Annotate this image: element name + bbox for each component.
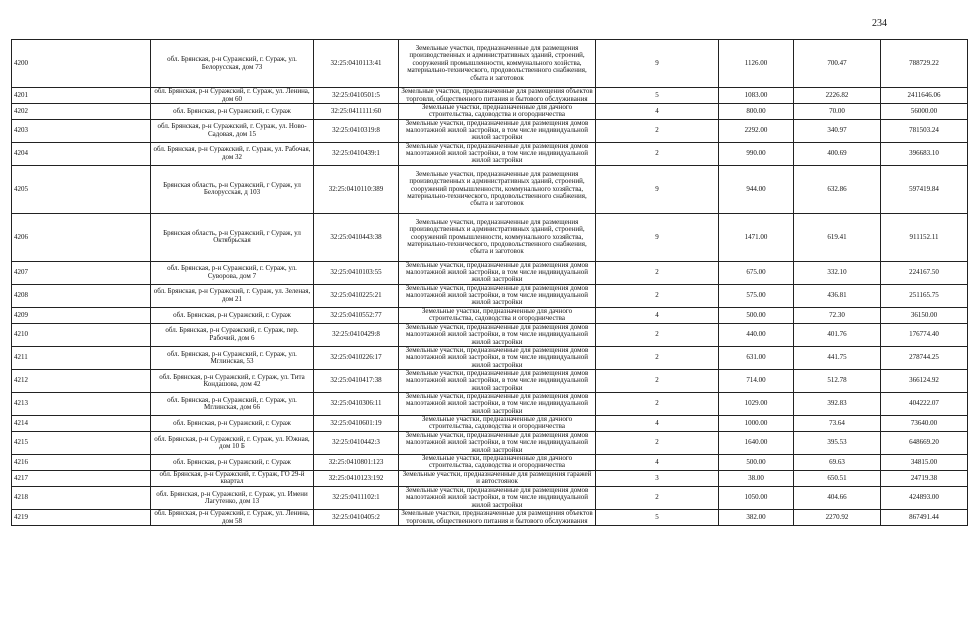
permitted-use-cell: Земельные участки, предназначенные для размещения гаражей и автостоянок [399, 470, 596, 486]
table-row [12, 470, 968, 486]
address-cell: обл. Брянская, р-н Суражский, г. Сураж [151, 307, 314, 323]
row-number-cell: 4209 [12, 307, 151, 323]
permitted-use-cell: Земельные участки, предназначенные для размещения домов малоэтажной жилой застройки, в том числе индивидуальной жилой застройки [399, 431, 596, 454]
cadastral-value-cell: 176774.40 [881, 323, 968, 346]
use-group-cell: 2 [596, 284, 719, 307]
area-cell: 382.00 [719, 510, 794, 526]
use-group-cell: 2 [596, 369, 719, 392]
table-row [12, 454, 968, 470]
cadastral-number-cell: 32:25:0410429:8 [314, 323, 399, 346]
use-group-cell: 4 [596, 454, 719, 470]
cadastral-value-cell: 56000.00 [881, 104, 968, 120]
table-row [12, 392, 968, 415]
area-cell: 500.00 [719, 454, 794, 470]
cadastral-value-cell: 648669.20 [881, 431, 968, 454]
address-cell: обл. Брянская, р-н Суражский, г. Сураж, ул. Суворова, дом 7 [151, 261, 314, 284]
cadastral-number-cell: 32:25:0410123:192 [314, 470, 399, 486]
permitted-use-cell: Земельные участки, предназначенные для размещения домов малоэтажной жилой застройки, в том числе индивидуальной жилой застройки [399, 142, 596, 165]
cadastral-value-cell: 911152.11 [881, 213, 968, 261]
cadastral-value-cell: 424893.00 [881, 486, 968, 509]
cadastral-value-cell: 781503.24 [881, 119, 968, 142]
area-cell: 1029.00 [719, 392, 794, 415]
unit-value-cell: 632.86 [794, 165, 881, 213]
area-cell: 38.00 [719, 470, 794, 486]
permitted-use-cell: Земельные участки, предназначенные для дачного строительства, садоводства и огородничества [399, 307, 596, 323]
row-number-cell: 4211 [12, 346, 151, 369]
area-cell: 631.00 [719, 346, 794, 369]
unit-value-cell: 400.69 [794, 142, 881, 165]
table-row [12, 510, 968, 526]
area-cell: 2292.00 [719, 119, 794, 142]
permitted-use-cell: Земельные участки, предназначенные для дачного строительства, садоводства и огородничества [399, 104, 596, 120]
cadastral-value-cell: 788729.22 [881, 40, 968, 88]
row-number-cell: 4217 [12, 470, 151, 486]
address-cell: обл. Брянская, р-н Суражский, г. Сураж [151, 104, 314, 120]
unit-value-cell: 332.10 [794, 261, 881, 284]
cadastral-number-cell: 32:25:0410225:21 [314, 284, 399, 307]
area-cell: 1640.00 [719, 431, 794, 454]
row-number-cell: 4219 [12, 510, 151, 526]
table-row [12, 323, 968, 346]
use-group-cell: 2 [596, 431, 719, 454]
cadastral-number-cell: 32:25:0410405:2 [314, 510, 399, 526]
page-number: 234 [872, 18, 887, 29]
use-group-cell: 9 [596, 40, 719, 88]
row-number-cell: 4205 [12, 165, 151, 213]
use-group-cell: 4 [596, 104, 719, 120]
area-cell: 714.00 [719, 369, 794, 392]
table-row [12, 104, 968, 120]
unit-value-cell: 395.53 [794, 431, 881, 454]
cadastral-number-cell: 32:25:0410319:8 [314, 119, 399, 142]
address-cell: обл. Брянская, р-н Суражский, г. Сураж, пер. Рабочий, дом 6 [151, 323, 314, 346]
address-cell: обл. Брянская, р-н Суражский, г. Сураж [151, 415, 314, 431]
cadastral-value-cell: 24719.38 [881, 470, 968, 486]
permitted-use-cell: Земельные участки, предназначенные для размещения объектов торговли, общественного питания и бытового обслуживания [399, 510, 596, 526]
row-number-cell: 4204 [12, 142, 151, 165]
table-row [12, 415, 968, 431]
area-cell: 1000.00 [719, 415, 794, 431]
cadastral-number-cell: 32:25:0410442:3 [314, 431, 399, 454]
permitted-use-cell: Земельные участки, предназначенные для размещения домов малоэтажной жилой застройки, в том числе индивидуальной жилой застройки [399, 392, 596, 415]
table-row [12, 261, 968, 284]
use-group-cell: 2 [596, 261, 719, 284]
area-cell: 500.00 [719, 307, 794, 323]
permitted-use-cell: Земельные участки, предназначенные для размещения домов малоэтажной жилой застройки, в том числе индивидуальной жилой застройки [399, 323, 596, 346]
row-number-cell: 4218 [12, 486, 151, 509]
row-number-cell: 4213 [12, 392, 151, 415]
cadastral-number-cell: 32:25:0410801:123 [314, 454, 399, 470]
unit-value-cell: 700.47 [794, 40, 881, 88]
permitted-use-cell: Земельные участки, предназначенные для размещения производственных и административных зданий, строений, сооружений промышленности, коммунального хозяйства, материально-технического, продовольственного снабжения, сбыта и заготовок [399, 213, 596, 261]
area-cell: 800.00 [719, 104, 794, 120]
table-row [12, 284, 968, 307]
address-cell: Брянская область, р-н Суражский, г Сураж, ул Белорусская, д 103 [151, 165, 314, 213]
cadastral-number-cell: 32:25:0410103:55 [314, 261, 399, 284]
cadastral-number-cell: 32:25:0410601:19 [314, 415, 399, 431]
unit-value-cell: 619.41 [794, 213, 881, 261]
address-cell: обл. Брянская, р-н Суражский, г. Сураж, ул. Тита Кондашова, дом 42 [151, 369, 314, 392]
unit-value-cell: 2270.92 [794, 510, 881, 526]
table-row [12, 346, 968, 369]
use-group-cell: 2 [596, 142, 719, 165]
row-number-cell: 4215 [12, 431, 151, 454]
use-group-cell: 4 [596, 307, 719, 323]
area-cell: 1083.00 [719, 88, 794, 104]
use-group-cell: 4 [596, 415, 719, 431]
permitted-use-cell: Земельные участки, предназначенные для размещения домов малоэтажной жилой застройки, в том числе индивидуальной жилой застройки [399, 369, 596, 392]
area-cell: 440.00 [719, 323, 794, 346]
address-cell: обл. Брянская, р-н Суражский, г. Сураж, ул. Зеленая, дом 21 [151, 284, 314, 307]
unit-value-cell: 340.97 [794, 119, 881, 142]
permitted-use-cell: Земельные участки, предназначенные для размещения объектов торговли, общественного питания и бытового обслуживания [399, 88, 596, 104]
permitted-use-cell: Земельные участки, предназначенные для размещения домов малоэтажной жилой застройки, в том числе индивидуальной жилой застройки [399, 346, 596, 369]
row-number-cell: 4201 [12, 88, 151, 104]
use-group-cell: 2 [596, 323, 719, 346]
table-row [12, 213, 968, 261]
unit-value-cell: 512.78 [794, 369, 881, 392]
use-group-cell: 2 [596, 346, 719, 369]
area-cell: 944.00 [719, 165, 794, 213]
unit-value-cell: 70.00 [794, 104, 881, 120]
cadastral-number-cell: 32:25:0410417:38 [314, 369, 399, 392]
address-cell: обл. Брянская, р-н Суражский, г. Сураж, ГО 29-й квартал [151, 470, 314, 486]
area-cell: 990.00 [719, 142, 794, 165]
area-cell: 1471.00 [719, 213, 794, 261]
table-row [12, 40, 968, 88]
cadastral-number-cell: 32:25:0410113:41 [314, 40, 399, 88]
cadastral-value-table [11, 39, 968, 526]
row-number-cell: 4214 [12, 415, 151, 431]
area-cell: 1050.00 [719, 486, 794, 509]
table-row [12, 88, 968, 104]
row-number-cell: 4202 [12, 104, 151, 120]
table-row [12, 142, 968, 165]
row-number-cell: 4216 [12, 454, 151, 470]
use-group-cell: 3 [596, 470, 719, 486]
cadastral-value-cell: 251165.75 [881, 284, 968, 307]
unit-value-cell: 441.75 [794, 346, 881, 369]
unit-value-cell: 69.63 [794, 454, 881, 470]
permitted-use-cell: Земельные участки, предназначенные для дачного строительства, садоводства и огородничества [399, 454, 596, 470]
cadastral-value-cell: 366124.92 [881, 369, 968, 392]
row-number-cell: 4200 [12, 40, 151, 88]
cadastral-number-cell: 32:25:0410439:1 [314, 142, 399, 165]
cadastral-value-cell: 597419.84 [881, 165, 968, 213]
use-group-cell: 2 [596, 486, 719, 509]
cadastral-number-cell: 32:25:0410226:17 [314, 346, 399, 369]
cadastral-value-cell: 867491.44 [881, 510, 968, 526]
row-number-cell: 4212 [12, 369, 151, 392]
area-cell: 1126.00 [719, 40, 794, 88]
address-cell: обл. Брянская, р-н Суражский, г. Сураж, ул. Ленина, дом 58 [151, 510, 314, 526]
use-group-cell: 2 [596, 392, 719, 415]
cadastral-number-cell: 32:25:0411102:1 [314, 486, 399, 509]
use-group-cell: 9 [596, 165, 719, 213]
address-cell: обл. Брянская, р-н Суражский, г. Сураж, ул. Ленина, дом 60 [151, 88, 314, 104]
address-cell: обл. Брянская, р-н Суражский, г. Сураж, ул. Мглинская, 53 [151, 346, 314, 369]
row-number-cell: 4206 [12, 213, 151, 261]
row-number-cell: 4203 [12, 119, 151, 142]
cadastral-value-cell: 73640.00 [881, 415, 968, 431]
cadastral-value-cell: 2411646.06 [881, 88, 968, 104]
table-row [12, 165, 968, 213]
cadastral-value-cell: 34815.00 [881, 454, 968, 470]
cadastral-number-cell: 32:25:0410552:77 [314, 307, 399, 323]
table-body [12, 40, 968, 526]
cadastral-value-cell: 278744.25 [881, 346, 968, 369]
table-row [12, 307, 968, 323]
use-group-cell: 5 [596, 88, 719, 104]
address-cell: Брянская область, р-н Суражский, г Сураж, ул Октябрьская [151, 213, 314, 261]
address-cell: обл. Брянская, р-н Суражский, г. Сураж, ул. Ново-Садовая, дом 15 [151, 119, 314, 142]
cadastral-number-cell: 32:25:0410306:11 [314, 392, 399, 415]
area-cell: 575.00 [719, 284, 794, 307]
address-cell: обл. Брянская, р-н Суражский, г. Сураж, ул. Мглинская, дом 66 [151, 392, 314, 415]
row-number-cell: 4210 [12, 323, 151, 346]
cadastral-number-cell: 32:25:0410443:38 [314, 213, 399, 261]
cadastral-value-cell: 396683.10 [881, 142, 968, 165]
cadastral-number-cell: 32:25:0411111:60 [314, 104, 399, 120]
unit-value-cell: 392.83 [794, 392, 881, 415]
unit-value-cell: 401.76 [794, 323, 881, 346]
use-group-cell: 2 [596, 119, 719, 142]
unit-value-cell: 650.51 [794, 470, 881, 486]
unit-value-cell: 73.64 [794, 415, 881, 431]
use-group-cell: 9 [596, 213, 719, 261]
cadastral-value-cell: 224167.50 [881, 261, 968, 284]
address-cell: обл. Брянская, р-н Суражский, г. Сураж, ул. Южная, дом 10 Б [151, 431, 314, 454]
unit-value-cell: 72.30 [794, 307, 881, 323]
cadastral-number-cell: 32:25:0410501:5 [314, 88, 399, 104]
cadastral-value-cell: 36150.00 [881, 307, 968, 323]
unit-value-cell: 2226.82 [794, 88, 881, 104]
address-cell: обл. Брянская, р-н Суражский, г. Сураж, ул. Имени Лагутенко, дом 13 [151, 486, 314, 509]
permitted-use-cell: Земельные участки, предназначенные для размещения домов малоэтажной жилой застройки, в том числе индивидуальной жилой застройки [399, 119, 596, 142]
address-cell: обл. Брянская, р-н Суражский, г. Сураж, ул. Рабочая, дом 32 [151, 142, 314, 165]
permitted-use-cell: Земельные участки, предназначенные для размещения домов малоэтажной жилой застройки, в том числе индивидуальной жилой застройки [399, 486, 596, 509]
permitted-use-cell: Земельные участки, предназначенные для размещения производственных и административных зданий, строений, сооружений промышленности, коммунального хозяйства, материально-технического, продовольственного снабжения, сбыта и заготовок [399, 165, 596, 213]
permitted-use-cell: Земельные участки, предназначенные для размещения домов малоэтажной жилой застройки, в том числе индивидуальной жилой застройки [399, 284, 596, 307]
cadastral-number-cell: 32:25:0410110:389 [314, 165, 399, 213]
permitted-use-cell: Земельные участки, предназначенные для размещения производственных и административных зданий, строений, сооружений промышленности, коммунального хозйства, материально-технического, продовольственного снабжения, сбыта и заготовок [399, 40, 596, 88]
address-cell: обл. Брянская, р-н Суражский, г. Сураж [151, 454, 314, 470]
unit-value-cell: 436.81 [794, 284, 881, 307]
permitted-use-cell: Земельные участки, предназначенные для дачного строительства, садоводства и огородничества [399, 415, 596, 431]
unit-value-cell: 404.66 [794, 486, 881, 509]
area-cell: 675.00 [719, 261, 794, 284]
address-cell: обл. Брянская, р-н Суражский, г. Сураж, ул. Белорусская, дом 73 [151, 40, 314, 88]
table-row [12, 486, 968, 509]
permitted-use-cell: Земельные участки, предназначенные для размещения домов малоэтажной жилой застройки, в том числе индивидуальной жилой застройки [399, 261, 596, 284]
row-number-cell: 4208 [12, 284, 151, 307]
table-row [12, 119, 968, 142]
use-group-cell: 5 [596, 510, 719, 526]
table-row [12, 369, 968, 392]
row-number-cell: 4207 [12, 261, 151, 284]
cadastral-value-cell: 404222.07 [881, 392, 968, 415]
table-row [12, 431, 968, 454]
